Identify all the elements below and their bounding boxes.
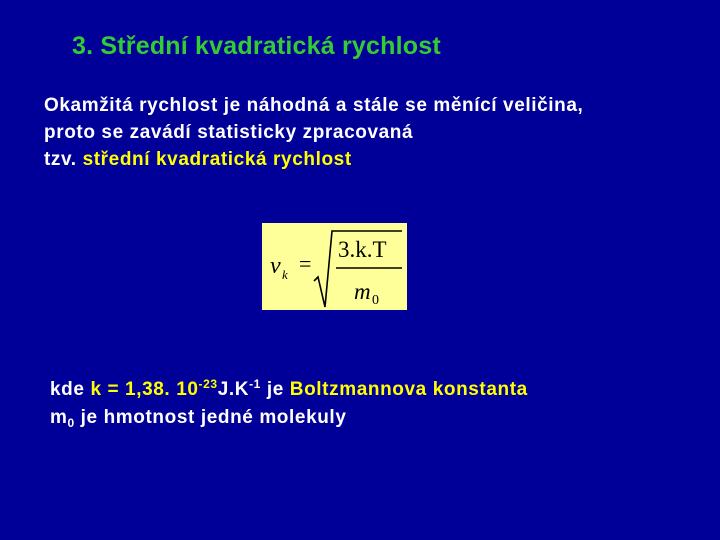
formula-v: v bbox=[270, 253, 281, 279]
slide-title: 3. Střední kvadratická rychlost bbox=[72, 32, 441, 60]
notes-text bbox=[50, 376, 528, 432]
k-value-base: k = 1,38. 10 bbox=[90, 379, 199, 400]
notes-je: je bbox=[266, 379, 284, 400]
m-var: m bbox=[50, 407, 68, 428]
formula-m-subscript: 0 bbox=[372, 293, 379, 308]
formula-box bbox=[262, 223, 407, 310]
m-description: je hmotnost jedné molekuly bbox=[80, 407, 347, 428]
boltzmann-name: Boltzmannova konstanta bbox=[289, 379, 528, 400]
k-exponent: -23 bbox=[198, 377, 218, 391]
formula-equals: = bbox=[299, 251, 312, 276]
notes-line-2 bbox=[50, 404, 528, 432]
intro-tzv: tzv. bbox=[44, 149, 77, 170]
notes-kde: kde bbox=[50, 379, 85, 400]
k-unit: J.K bbox=[217, 379, 250, 400]
k-unit-exponent: -1 bbox=[249, 377, 261, 391]
formula-m: m bbox=[354, 279, 371, 304]
formula-v-subscript: k bbox=[282, 267, 288, 282]
m-subscript: 0 bbox=[67, 416, 75, 430]
formula-numerator: 3.k.T bbox=[338, 237, 387, 262]
k-value bbox=[90, 379, 217, 400]
notes-line-1 bbox=[50, 376, 528, 404]
intro-line-1: Okamžitá rychlost je náhodná a stále se měnící veličina, bbox=[44, 95, 584, 116]
rms-speed-formula bbox=[262, 223, 407, 310]
term-highlight: střední kvadratická rychlost bbox=[82, 149, 352, 170]
intro-text bbox=[44, 92, 583, 173]
intro-line-2: proto se zavádí statisticky zpracovaná bbox=[44, 122, 414, 143]
intro-line-3 bbox=[44, 146, 583, 173]
